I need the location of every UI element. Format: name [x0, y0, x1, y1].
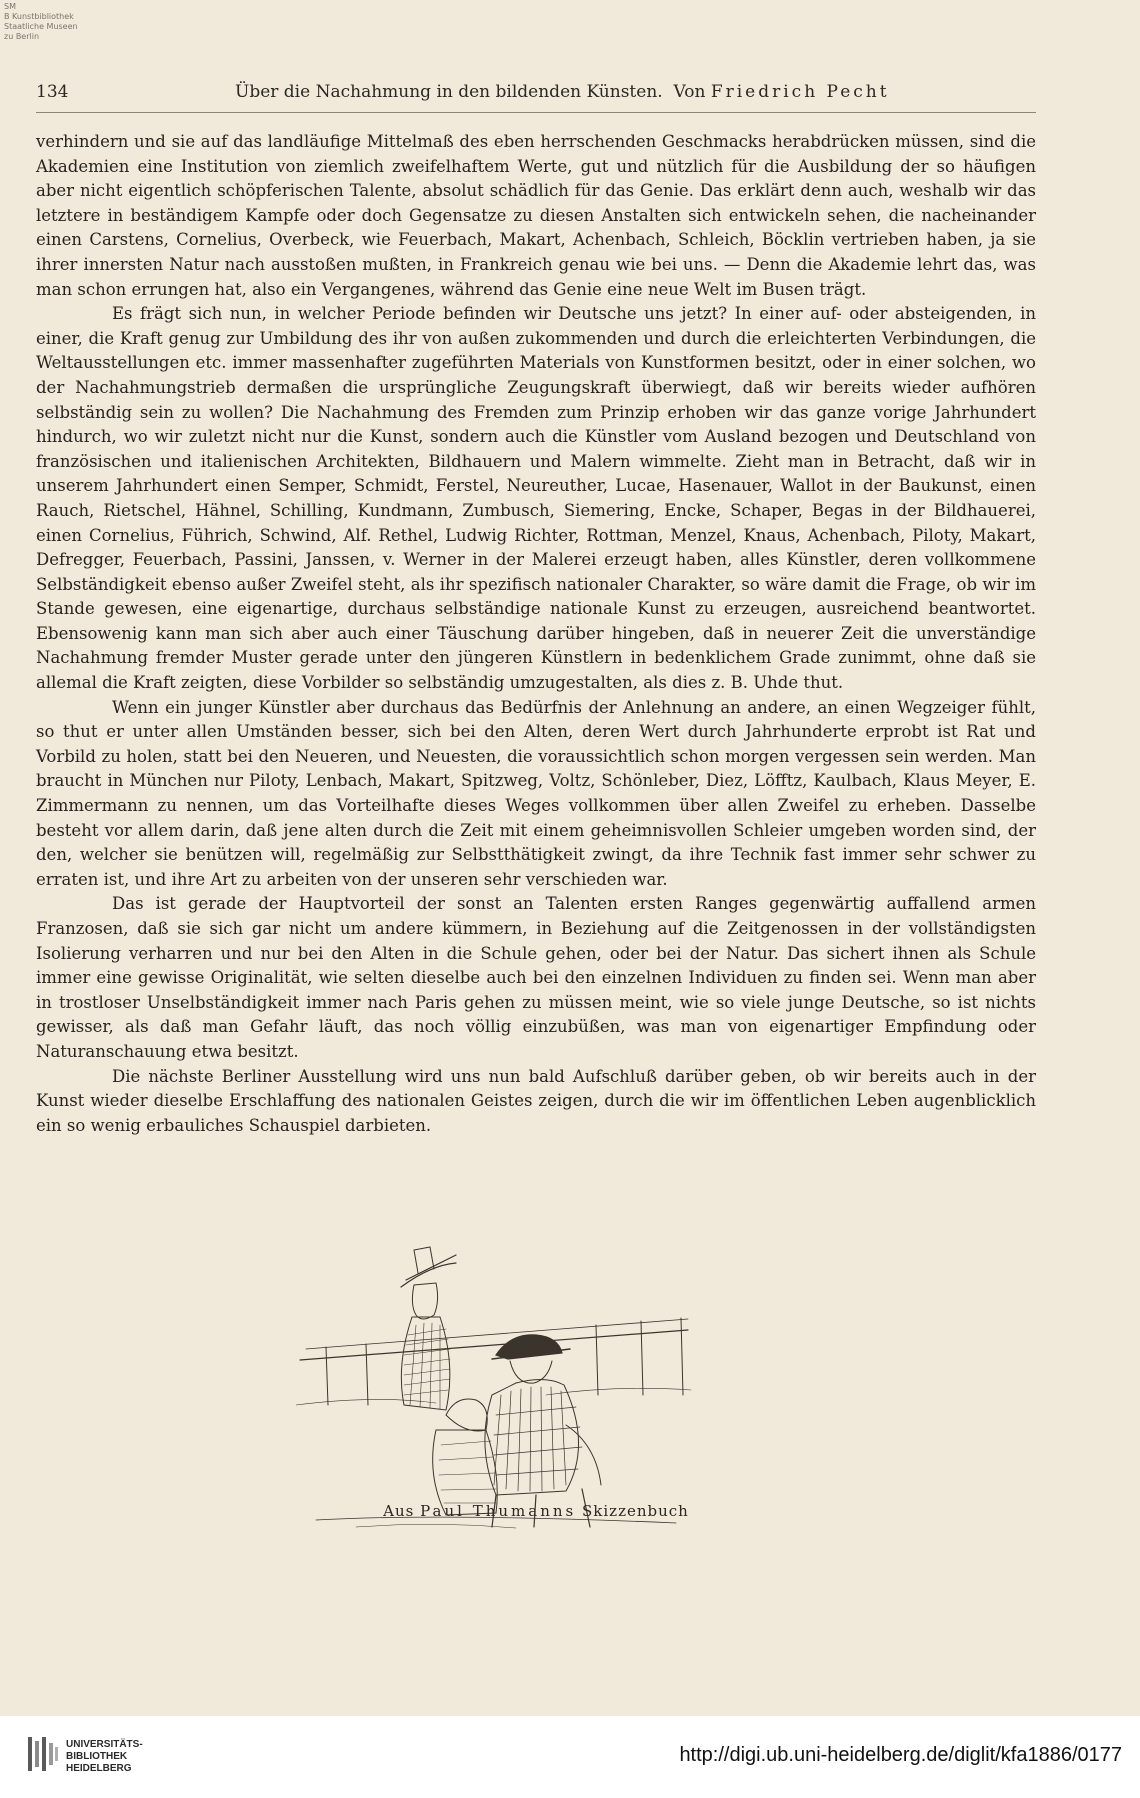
permalink-url[interactable]: http://digi.ub.uni-heidelberg.de/diglit/kfa1886/0177 [679, 1744, 1122, 1766]
page-number: 134 [36, 82, 69, 102]
article-title: Über die Nachahmung in den bildenden Künsten. [235, 82, 663, 102]
paragraph: Wenn ein junger Künstler aber durchaus das Bedürfnis der Anlehnung an andere, an einen Wegzeiger fühlt, so thut er unter allen Umständen besser, sich bei den Alten, deren Wert durch Jahrhunderte erprobt ist Rat und Vorbild zu holen, statt bei den Neueren, und Neuesten, die voraussichtlich schon morgen vergessen sein werden. Man braucht in München nur Piloty, Lenbach, Makart, Spitzweg, Voltz, Schönleber, Diez, Löfftz, Kaulbach, Klaus Meyer, E. Zimmermann zu nennen, um das Vorteilhafte dieses Weges vollkommen über allen Zweifel zu erheben. Dasselbe besteht vor allem darin, daß jene alten durch die Zeit mit einem geheimnisvollen Schleier umgeben worden sind, der den, welcher sie benützen will, regelmäßig zur Selbstthätigkeit zwingt, da ihre Technik fast immer sehr schwer zu erraten ist, und ihre Art zu arbeiten von der unseren sehr verschieden war. [36, 697, 1036, 889]
institution-line: UNIVERSITÄTS- [66, 1739, 143, 1750]
footer-bar [0, 1716, 1140, 1798]
caption-suffix: Skizzenbuch [582, 1502, 689, 1520]
paragraph: Das ist gerade der Hauptvorteil der sonst an Talenten ersten Ranges gegenwärtig auffallend armen Franzosen, daß sie sich gar nicht um andere kümmern, in Beziehung auf die Zeitgenossen in der vollständigsten Isolierung verharren und nur bei den Alten in die Schule gehen, oder bei der Natur. Das sichert ihnen als Schule immer eine gewisse Originalität, wie selten dieselbe auch bei den einzelnen Individuen zu finden sei. Wenn man aber in trostloser Unselbständigkeit immer nach Paris gehen zu müssen meint, wie so viele junge Deutsche, so ist nichts gewisser, als daß man Gefahr läuft, das noch völlig einzubüßen, was man von eigenartiger Empfindung oder Naturanschauung etwa besitzt. [36, 894, 1036, 1061]
institution-line: BIBLIOTHEK [66, 1751, 128, 1762]
stamp-line: SM [4, 2, 16, 11]
running-title [235, 82, 890, 102]
header-rule [36, 112, 1036, 113]
author-name: Friedrich Pecht [710, 82, 890, 102]
library-stamp [4, 2, 78, 42]
institution-name [66, 1739, 143, 1775]
stamp-line: B Kunstbibliothek [4, 12, 74, 21]
running-header [36, 82, 890, 106]
article-body [36, 130, 1036, 1138]
paragraph: verhindern und sie auf das landläufige Mittelmaß des eben herrschenden Geschmacks herabdrücken müssen, sind die Akademien eine Institution von ziemlich zweifelhaftem Werte, gut und nützlich für die Ausbildung der so häufigen aber nicht eigentlich schöpferischen Talente, absolut schädlich für das Genie. Das erklärt denn auch, weshalb wir das letztere in beständigem Kampfe oder doch Gegensatze zu diesen Anstalten sich entwickeln sehen, die nacheinander einen Carstens, Cornelius, Overbeck, wie Feuerbach, Makart, Achenbach, Schleich, Böcklin vertrieben haben, ja sie ihrer innersten Natur nach ausstoßen mußten, in Frankreich genau wie bei uns. — Denn die Akademie lehrt das, was man schon errungen hat, also ein Vergangenes, während das Genie eine neue Welt im Busen trägt. [36, 132, 1036, 299]
stamp-line: Staatliche Museen [4, 22, 78, 31]
illustration-caption [336, 1502, 736, 1520]
paragraph: Die nächste Berliner Ausstellung wird uns nun bald Aufschluß darüber geben, ob wir bereits auch in der Kunst wieder dieselbe Erschlaffung des nationalen Geistes zeigen, durch die wir im öffentlichen Leben augenblicklich ein so wenig erbauliches Schauspiel darbieten. [36, 1066, 1036, 1135]
stamp-line: zu Berlin [4, 32, 40, 41]
institution-line: HEIDELBERG [66, 1763, 132, 1774]
caption-artist: Paul Thumanns [420, 1502, 577, 1520]
caption-prefix: Aus [383, 1502, 415, 1520]
paragraph: Es frägt sich nun, in welcher Periode befinden wir Deutsche uns jetzt? In einer auf- oder absteigenden, in einer, die Kraft genug zur Umbildung des ihr von außen zukommenden und durch die erleichterten Verbindungen, die Weltausstellungen etc. immer massenhafter zugeführten Materials von Kunstformen besitzt, oder in einer solchen, wo der Nachahmungstrieb dermaßen die ursprüngliche Zeugungskraft überwiegt, daß wir bereits wieder aufhören selbständig sein zu wollen? Die Nachahmung des Fremden zum Prinzip erhoben wir das ganze vorige Jahrhundert hindurch, wo wir zuletzt nicht nur die Kunst, sondern auch die Künstler vom Ausland bezogen und Deutschland von französischen und italienischen Architekten, Bildhauern und Malern wimmelte. Zieht man in Betracht, daß wir in unserem Jahrhundert einen Semper, Schmidt, Ferstel, Neureuther, Lucae, Hasenauer, Wallot in der Baukunst, einen Rauch, Rietschel, Hähnel, Schilling, Kundmann, Zumbusch, Siemering, Encke, Schaper, Begas in der Bildhauerei, einen Cornelius, Führich, Schwind, Alf. Rethel, Ludwig Richter, Rottman, Menzel, Knaus, Achenbach, Piloty, Makart, Defregger, Feuerbach, Passini, Janssen, v. Werner in der Malerei erzeugt haben, alles Künstler, deren vollkommene Selbständigkeit ebenso außer Zweifel steht, als ihr spezifisch nationaler Charakter, so wäre damit die Frage, ob wir im Stande gewesen, eine eigenartige, durchaus selbständige nationale Kunst zu erzeugen, ausreichend beantwortet. Ebensowenig kann man sich aber auch einer Täuschung darüber hingeben, daß in neuerer Zeit die unverständige Nachahmung fremder Muster gerade unter den jüngeren Künstlern in bedenklichem Grade zunimmt, ohne daß sie allemal die Kraft zeigten, diese Vorbilder so selbständig umzugestalten, als dies z. B. Uhde thut. [36, 304, 1036, 693]
byline-prefix: Von [673, 82, 706, 102]
university-logo-icon [28, 1737, 58, 1771]
sketch-illustration [296, 1245, 696, 1530]
